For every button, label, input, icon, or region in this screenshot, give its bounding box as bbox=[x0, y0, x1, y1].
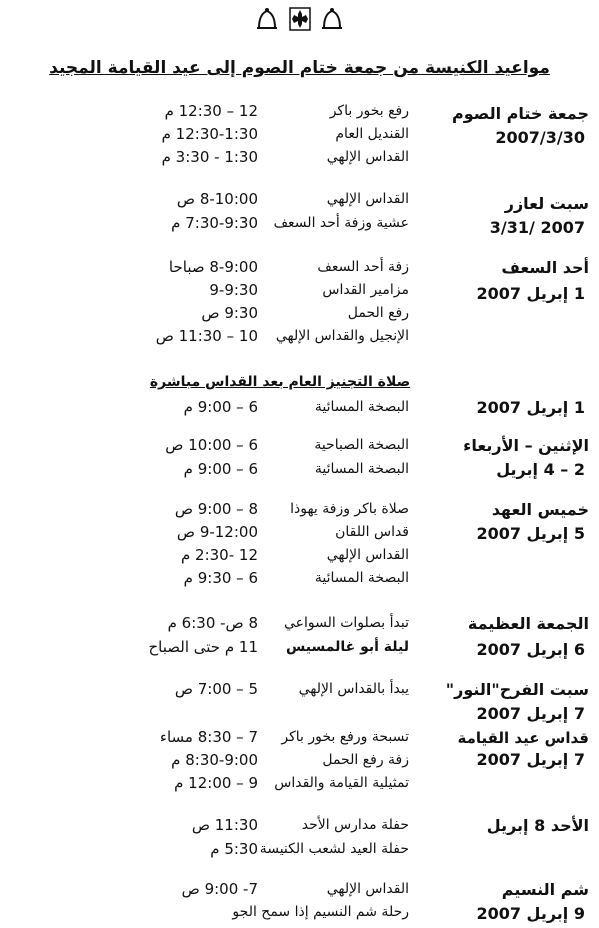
event-name: البصخة الصباحية bbox=[314, 437, 409, 453]
event-time: 8 ص- 6:30 م bbox=[167, 614, 258, 632]
event-name: حفلة العيد لشعب الكنيسة bbox=[259, 841, 409, 857]
schedule-row bbox=[0, 567, 599, 589]
event-name: القداس الإلهي bbox=[326, 881, 409, 897]
event-name: زفة رفع الحمل bbox=[322, 752, 409, 768]
schedule-row bbox=[0, 544, 599, 566]
schedule-row bbox=[0, 434, 599, 456]
event-time: 11 م حتى الصباح bbox=[148, 638, 258, 656]
event-name: رفع الحمل bbox=[347, 305, 409, 321]
section-title: شم النسيم bbox=[501, 880, 589, 899]
event-time: 7 – 8:30 مساء bbox=[159, 728, 258, 746]
event-name: تسبحة ورفع بخور باكر bbox=[281, 729, 409, 745]
bell-icon bbox=[255, 6, 279, 32]
event-time: 9-12:00 ص bbox=[176, 523, 258, 541]
event-name: مزامير القداس bbox=[322, 282, 409, 298]
event-time: 11:30 ص bbox=[191, 816, 258, 834]
coptic-cross-icon bbox=[289, 6, 311, 32]
event-time: 8:30-9:00 م bbox=[171, 751, 258, 769]
event-time: 8-9:00 صباحا bbox=[168, 258, 258, 276]
schedule-row bbox=[0, 814, 599, 836]
event-time: 10 – 11:30 ص bbox=[155, 327, 258, 345]
event-name: ليلة أبو غالمسيس bbox=[286, 639, 409, 655]
event-time: 5:30 م bbox=[210, 840, 258, 858]
section-title: الجمعة العظيمة bbox=[467, 614, 589, 633]
schedule-row bbox=[0, 302, 599, 324]
schedule-row bbox=[0, 100, 599, 122]
event-name: زفة أحد السعف bbox=[317, 259, 409, 275]
event-name: عشية وزفة أحد السعف bbox=[273, 215, 409, 231]
schedule-row bbox=[0, 325, 599, 347]
section-title: سبت الفرح"النور" bbox=[445, 680, 589, 699]
event-time: 5 – 7:00 ص bbox=[174, 680, 258, 698]
event-time: 1:30 - 3:30 م bbox=[161, 148, 258, 166]
schedule-row bbox=[0, 838, 599, 860]
section-title: الأحد 8 إبريل bbox=[486, 816, 589, 835]
page-title: مواعيد الكنيسة من جمعة ختام الصوم إلى عيد القيامة المجيد bbox=[49, 58, 550, 78]
schedule-row bbox=[0, 498, 599, 520]
schedule-row bbox=[0, 279, 599, 301]
schedule-row bbox=[0, 123, 599, 145]
section-date: 1 إبريل 2007 bbox=[476, 398, 585, 417]
schedule-row bbox=[0, 612, 599, 634]
section-date: 2 – 4 إبريل bbox=[496, 460, 585, 479]
schedule-row bbox=[0, 521, 599, 543]
event-name: القنديل العام bbox=[335, 126, 409, 142]
event-time: 6 – 9:00 م bbox=[183, 398, 258, 416]
event-time: 6 – 10:00 ص bbox=[165, 436, 258, 454]
schedule-row bbox=[0, 188, 599, 210]
schedule-row bbox=[0, 901, 599, 923]
event-name: القداس الإلهي bbox=[326, 149, 409, 165]
event-name: قداس اللقان bbox=[335, 524, 409, 540]
event-name: تبدأ بصلوات السواعي bbox=[283, 615, 409, 631]
event-name: رفع بخور باكر bbox=[329, 103, 409, 119]
event-name: القداس الإلهي bbox=[326, 547, 409, 563]
section-title: جمعة ختام الصوم bbox=[452, 104, 589, 123]
event-name: البصخة المسائية bbox=[314, 461, 409, 477]
event-name: تمثيلية القيامة والقداس bbox=[274, 775, 409, 791]
event-time: 7- 9:00 ص bbox=[181, 880, 258, 898]
event-time: 8 – 9:00 ص bbox=[174, 500, 258, 518]
event-time: 12 – 12:30 م bbox=[164, 102, 258, 120]
section-date: 2007 /3/31 bbox=[489, 218, 585, 237]
section-date: 9 إبريل 2007 bbox=[476, 904, 585, 923]
section-date: 7 إبريل 2007 bbox=[476, 750, 585, 769]
schedule-row bbox=[0, 772, 599, 794]
schedule-row bbox=[0, 636, 599, 658]
section-title: سبت لعازر bbox=[504, 194, 589, 213]
event-time: 12:30-1:30 م bbox=[161, 125, 258, 143]
event-time: 6 – 9:00 م bbox=[183, 460, 258, 478]
event-time: 9-9:30 bbox=[209, 281, 258, 299]
section-title: أحد السعف bbox=[501, 258, 589, 277]
event-time: 9 – 12:00 م bbox=[174, 774, 258, 792]
schedule-row bbox=[0, 726, 599, 748]
section-title: الإثنين – الأربعاء bbox=[463, 436, 589, 455]
schedule-row bbox=[0, 396, 599, 418]
section-title: خميس العهد bbox=[491, 500, 589, 519]
event-name: البصخة المسائية bbox=[314, 399, 409, 415]
sub-heading: صلاة التجنيز العام بعد القداس مباشرة bbox=[149, 374, 411, 390]
event-name: حفلة مدارس الأحد bbox=[301, 817, 409, 833]
event-time: 12 -2:30 م bbox=[180, 546, 258, 564]
schedule-row bbox=[0, 146, 599, 168]
event-time: 7:30-9:30 م bbox=[171, 214, 258, 232]
header-ornament bbox=[0, 6, 599, 36]
event-time: 6 – 9:30 م bbox=[183, 569, 258, 587]
event-time: 8-10:00 ص bbox=[176, 190, 258, 208]
schedule-row bbox=[0, 458, 599, 480]
event-name: البصخة المسائية bbox=[314, 570, 409, 586]
schedule-row bbox=[0, 256, 599, 278]
schedule-row bbox=[0, 878, 599, 900]
section-date: 1 إبريل 2007 bbox=[476, 284, 585, 303]
event-name: صلاة باكر وزفة يهوذا bbox=[290, 501, 409, 517]
schedule-row bbox=[0, 749, 599, 771]
section-date: 5 إبريل 2007 bbox=[476, 524, 585, 543]
schedule-row bbox=[0, 678, 599, 700]
event-time: 9:30 ص bbox=[201, 304, 258, 322]
section-date: 7 إبريل 2007 bbox=[476, 704, 585, 723]
event-name: الإنجيل والقداس الإلهي bbox=[275, 328, 409, 344]
bell-icon bbox=[320, 6, 344, 32]
event-name: القداس الإلهي bbox=[326, 191, 409, 207]
section-title: قداس عيد القيامة bbox=[457, 729, 589, 747]
schedule-row bbox=[0, 212, 599, 234]
event-name: يبدأ بالقداس الإلهي bbox=[298, 681, 409, 697]
section-date: 6 إبريل 2007 bbox=[476, 640, 585, 659]
event-name: رحلة شم النسيم إذا سمح الجو bbox=[232, 904, 409, 920]
section-date: 2007/3/30 bbox=[495, 128, 585, 147]
